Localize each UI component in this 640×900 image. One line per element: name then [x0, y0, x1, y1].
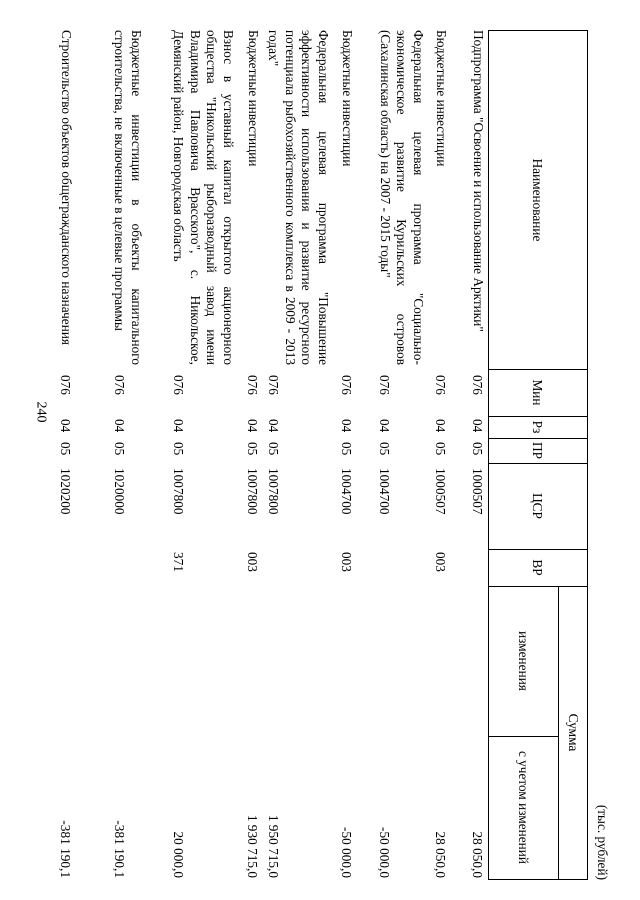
- header-vr: ВР: [530, 559, 545, 576]
- header-min: Мин: [530, 379, 545, 406]
- cell-csr: 1007800: [266, 468, 281, 515]
- cell-pr: 05: [112, 442, 127, 456]
- header-name: Наименование: [530, 158, 545, 242]
- cell-total: -50 000,0: [339, 827, 354, 878]
- cell-rz: 04: [470, 419, 485, 433]
- cell-csr: 1000507: [470, 468, 485, 515]
- header-sum: Сумма: [566, 713, 581, 752]
- budget-table-sheet: [58, 30, 610, 880]
- cell-csr: 1020200: [58, 468, 73, 515]
- cell-csr: 1004700: [377, 468, 392, 515]
- cell-csr: 1020000: [112, 468, 127, 515]
- cell-vr: 003: [245, 552, 260, 572]
- cell-total: -381 190,1: [58, 820, 73, 878]
- row-name: Взнос в уставный капитал открытого акционерного общества "Никольский рыборазводный завод имени Владимира Павловича Врасского", с. Никольское, Демянский район, Новгородская область: [171, 30, 236, 365]
- row-name: Федеральная целевая программа "Повышение эффективности использования и развитие ресурсного потенциала рыбохозяйственного комплекса в 2009 - 2013 годах": [266, 30, 331, 365]
- cell-csr: 1007800: [245, 468, 260, 515]
- cell-min: 076: [339, 375, 354, 395]
- cell-min: 076: [377, 375, 392, 395]
- cell-rz: 04: [266, 419, 281, 433]
- cell-total: 1 950 715,0: [266, 814, 281, 878]
- cell-pr: 05: [58, 442, 73, 456]
- cell-min: 076: [112, 375, 127, 395]
- cell-vr: 371: [171, 552, 186, 572]
- header-with-changes: с учетом изменений: [516, 750, 531, 865]
- header-rz: Рз: [530, 420, 545, 434]
- cell-pr: 05: [470, 442, 485, 456]
- header-pr: ПР: [530, 442, 545, 459]
- header-changes: изменения: [516, 631, 531, 691]
- cell-vr: 003: [433, 552, 448, 572]
- cell-csr: 1004700: [339, 468, 354, 515]
- cell-min: 076: [245, 375, 260, 395]
- cell-pr: 05: [171, 442, 186, 456]
- cell-total: 28 050,0: [433, 831, 448, 878]
- cell-min: 076: [266, 375, 281, 395]
- cell-rz: 04: [171, 419, 186, 433]
- cell-min: 076: [58, 375, 73, 395]
- row-name: Бюджетные инвестиции: [340, 30, 355, 167]
- row-name: Бюджетные инвестиции в объекты капитального строительства, не включенные в целевые программы: [112, 30, 144, 365]
- row-name: Бюджетные инвестиции: [246, 30, 261, 167]
- cell-rz: 04: [245, 419, 260, 433]
- cell-rz: 04: [112, 419, 127, 433]
- cell-rz: 04: [377, 419, 392, 433]
- table-header: [488, 30, 588, 880]
- cell-rz: 04: [339, 419, 354, 433]
- row-name: Строительство объектов общегражданского назначения: [59, 30, 74, 346]
- cell-total: 28 050,0: [470, 831, 485, 878]
- cell-pr: 05: [377, 442, 392, 456]
- cell-pr: 05: [266, 442, 281, 456]
- header-csr: ЦСР: [530, 493, 545, 519]
- cell-min: 076: [171, 375, 186, 395]
- cell-min: 076: [433, 375, 448, 395]
- cell-pr: 05: [245, 442, 260, 456]
- units-label: (тыс. рублей): [595, 804, 610, 880]
- cell-rz: 04: [58, 419, 73, 433]
- row-name: Федеральная целевая программа "Социально-экономическое развитие Курильских островов (Сахалинская область) на 2007 - 2015 годы": [378, 30, 426, 365]
- cell-csr: 1007800: [171, 468, 186, 515]
- cell-pr: 05: [433, 442, 448, 456]
- cell-total: -381 190,1: [112, 820, 127, 878]
- row-name: Бюджетные инвестиции: [434, 30, 449, 167]
- cell-pr: 05: [339, 442, 354, 456]
- cell-total: -50 000,0: [377, 827, 392, 878]
- page-number: 240: [33, 401, 49, 423]
- cell-total: 1 930 715,0: [245, 814, 260, 878]
- cell-vr: 003: [339, 552, 354, 572]
- cell-min: 076: [470, 375, 485, 395]
- cell-rz: 04: [433, 419, 448, 433]
- row-name: Подпрограмма "Освоение и использование Арктики": [471, 30, 486, 332]
- cell-csr: 1000507: [433, 468, 448, 515]
- cell-total: 20 000,0: [171, 831, 186, 878]
